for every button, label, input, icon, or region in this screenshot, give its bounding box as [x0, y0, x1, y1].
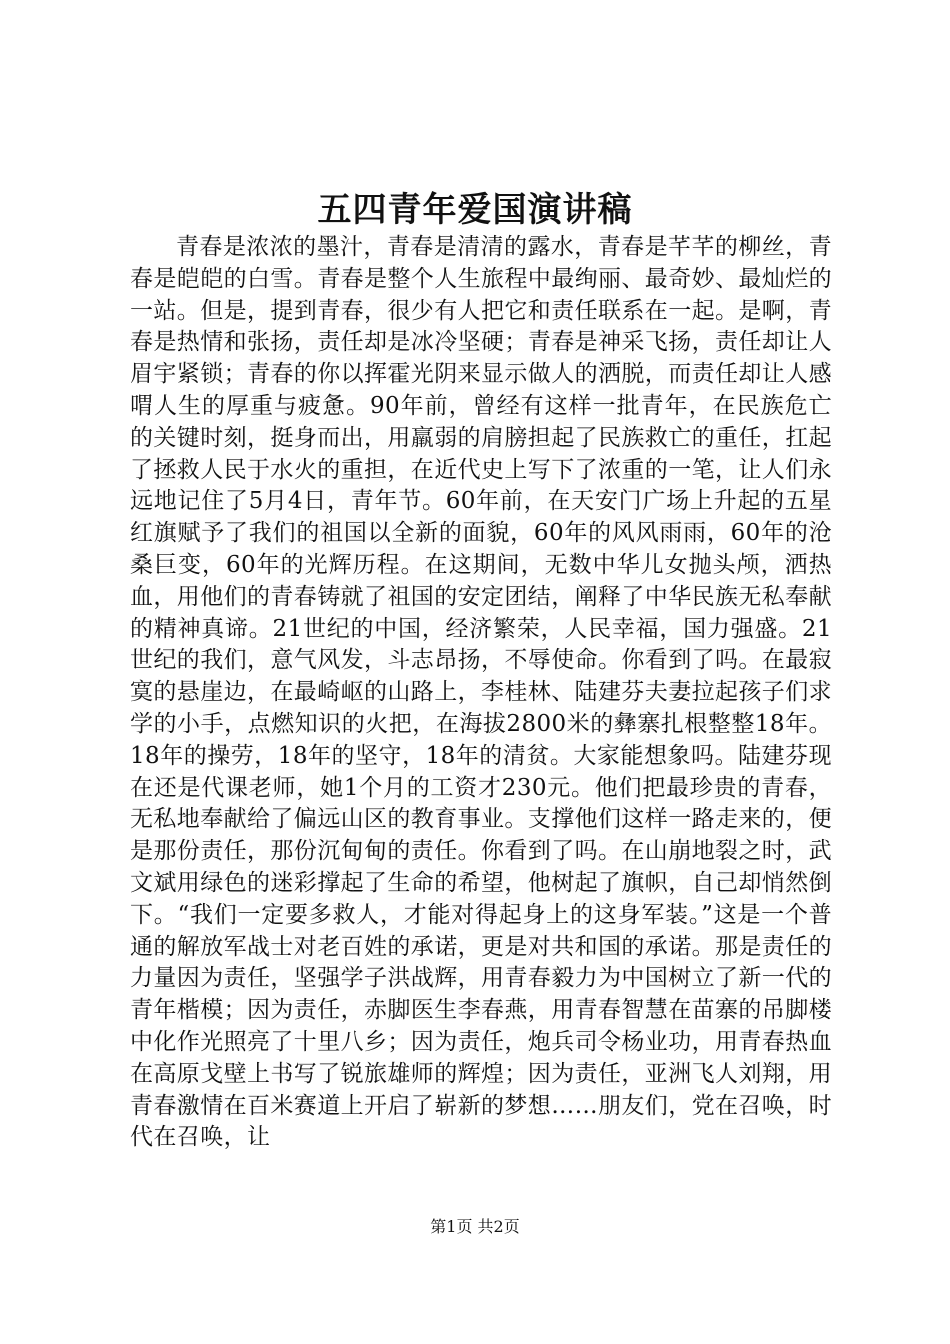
- document-title: 五四青年爱国演讲稿: [317, 190, 633, 230]
- page-indicator: 第1页 共2页: [430, 1217, 520, 1236]
- body-paragraph: 青春是浓浓的墨汁，青春是清清的露水，青春是芊芊的柳丝，青春是皑皑的白雪。青春是整个人生旅程中最绚丽、最奇妙、最灿烂的一站。但是，提到青春，很少有人把它和责任联系在一起。是啊，青春是热情和张扬，责任却是冰冷坚硬；青春是神采飞扬，责任却让人眉宇紧锁；青春的你以挥霍光阴来显示做人的洒脱，而责任却让人感喟人生的厚重与疲惫。90年前，曾经有这样一批青年，在民族危亡的关键时刻，挺身而出，用羸弱的肩膀担起了民族救亡的重任，扛起了拯救人民于水火的重担，在近代史上写下了浓重的一笔，让人们永远地记住了5月4日，青年节。60年前，在天安门广场上升起的五星红旗赋予了我们的祖国以全新的面貌，60年的风风雨雨，60年的沧桑巨变，60年的光辉历程。在这期间，无数中华儿女抛头颅，洒热血，用他们的青春铸就了祖国的安定团结，阐释了中华民族无私奉献的精神真谛。21世纪的中国，经济繁荣，人民幸福，国力强盛。21世纪的我们，意气风发，斗志昂扬，不辱使命。你看到了吗。在最寂寞的悬崖边，在最崎岖的山路上，李桂林、陆建芬夫妻拉起孩子们求学的小手，点燃知识的火把，在海拔2800米的彝寨扎根整整18年。18年的操劳，18年的坚守，18年的清贫。大家能想象吗。陆建芬现在还是代课老师，她1个月的工资才230元。他们把最珍贵的青春，无私地奉献给了偏远山区的教育事业。支撑他们这样一路走来的，便是那份责任，那份沉甸甸的责任。你看到了吗。在山崩地裂之时，武文斌用绿色的迷彩撑起了生命的希望，他树起了旗帜，自己却悄然倒下。“我们一定要多救人，才能对得起身上的这身军装。”这是一个普通的解放军战士对老百姓的承诺，更是对共和国的承诺。那是责任的力量因为责任，坚强学子洪战辉，用青春毅力为中国树立了新一代的青年楷模；因为责任，赤脚医生李春燕，用青春智慧在苗寨的吊脚楼中化作光照亮了十里八乡；因为责任，炮兵司令杨业功，用青春热血在高原戈壁上书写了锐旅雄师的辉煌；因为责任，亚洲飞人刘翔，用青春激情在百米赛道上开启了崭新的梦想……朋友们，党在召唤，时代在召唤，让: [130, 234, 832, 1151]
